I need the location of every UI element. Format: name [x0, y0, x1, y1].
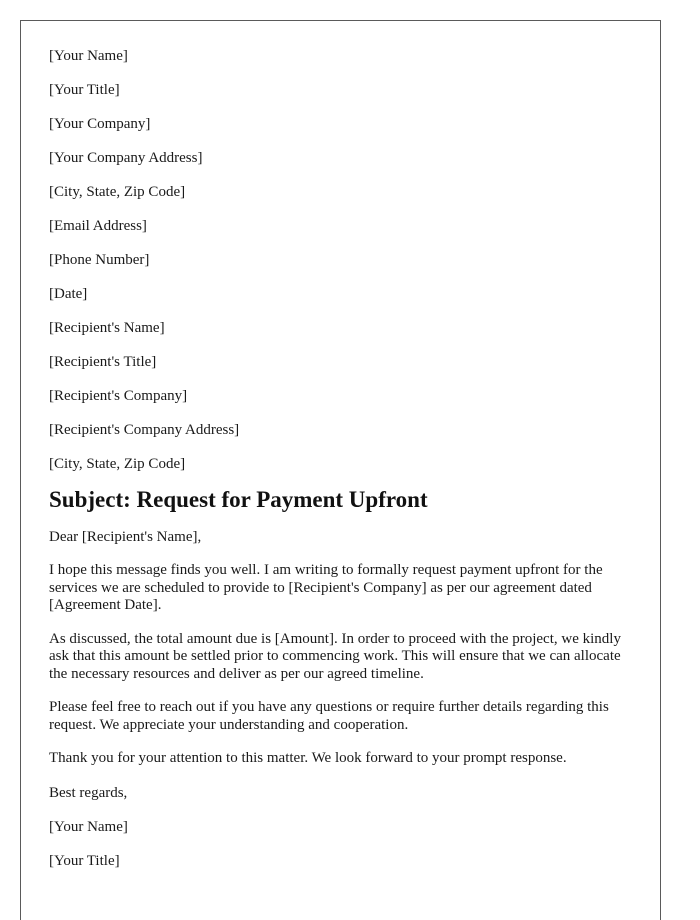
recipient-city-state-zip: [City, State, Zip Code]	[49, 456, 186, 472]
sender-name: [Your Name]	[49, 48, 128, 64]
recipient-company: [Recipient's Company]	[49, 388, 188, 404]
body-paragraph-1: I hope this message finds you well. I am writing to formally request payment upfront for the services we are scheduled to provide to [Recipient's Company] as per our agreement dated [Agreement Date].	[49, 562, 603, 613]
sender-city-state-zip: [City, State, Zip Code]	[49, 184, 186, 200]
recipient-address: [Recipient's Company Address]	[49, 422, 240, 438]
sender-address: [Your Company Address]	[49, 150, 203, 166]
subject-heading: Subject: Request for Payment Upfront	[49, 487, 428, 512]
sender-phone: [Phone Number]	[49, 252, 150, 268]
salutation: Dear [Recipient's Name],	[49, 529, 202, 545]
signature-name: [Your Name]	[49, 818, 128, 835]
body-paragraph-3: Please feel free to reach out if you have any questions or require further details regarding this request. We appreciate your understanding and cooperation.	[49, 699, 609, 733]
sender-email: [Email Address]	[49, 218, 147, 234]
letter-content	[49, 47, 629, 886]
letter-date: [Date]	[49, 286, 88, 302]
recipient-title: [Recipient's Title]	[49, 354, 157, 370]
body-paragraph-4: Thank you for your attention to this matter. We look forward to your prompt response.	[49, 750, 567, 766]
valediction: Best regards,	[49, 784, 128, 801]
recipient-name: [Recipient's Name]	[49, 320, 165, 336]
sender-company: [Your Company]	[49, 116, 151, 132]
sender-title: [Your Title]	[49, 82, 120, 98]
signature-title: [Your Title]	[49, 852, 120, 869]
body-paragraph-2: As discussed, the total amount due is [Amount]. In order to proceed with the project, we kindly ask that this amount be settled prior to commencing work. This will ensure that we can allocate the necessary resources and deliver as per our agreed timeline.	[49, 630, 621, 682]
letter-page	[20, 20, 661, 920]
